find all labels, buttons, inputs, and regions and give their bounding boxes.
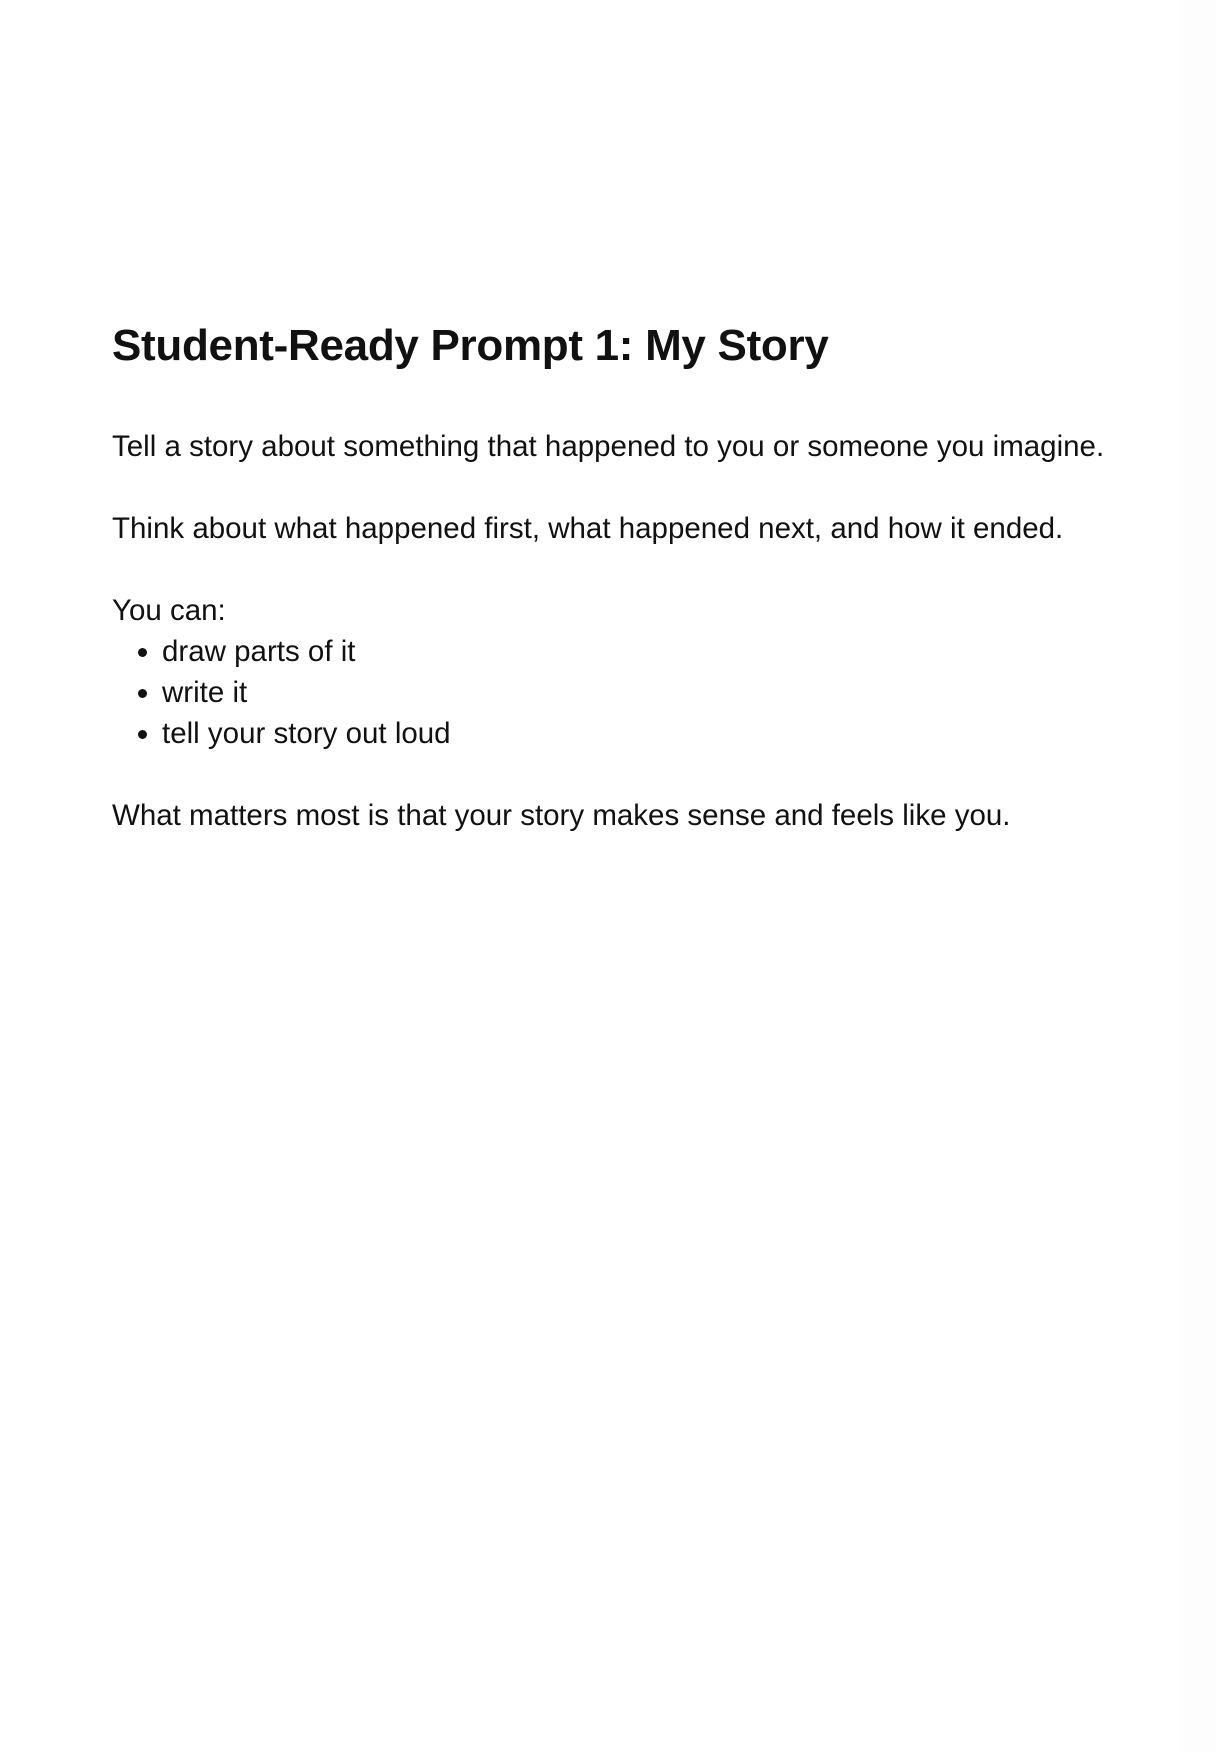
intro-paragraph: Tell a story about something that happened to you or someone you imagine. bbox=[112, 430, 1105, 463]
closing-paragraph: What matters most is that your story makes sense and feels like you. bbox=[112, 799, 1011, 832]
list-item: • draw parts of it bbox=[162, 631, 1132, 672]
page-title: Student-Ready Prompt 1: My Story bbox=[112, 321, 829, 370]
list-item: • tell your story out loud bbox=[162, 713, 1132, 754]
list-item: • write it bbox=[162, 672, 1132, 713]
document-content bbox=[112, 318, 1132, 836]
options-list bbox=[112, 631, 1132, 754]
options-lead: You can: bbox=[112, 594, 226, 627]
think-paragraph: Think about what happened first, what happened next, and how it ended. bbox=[112, 512, 1064, 545]
